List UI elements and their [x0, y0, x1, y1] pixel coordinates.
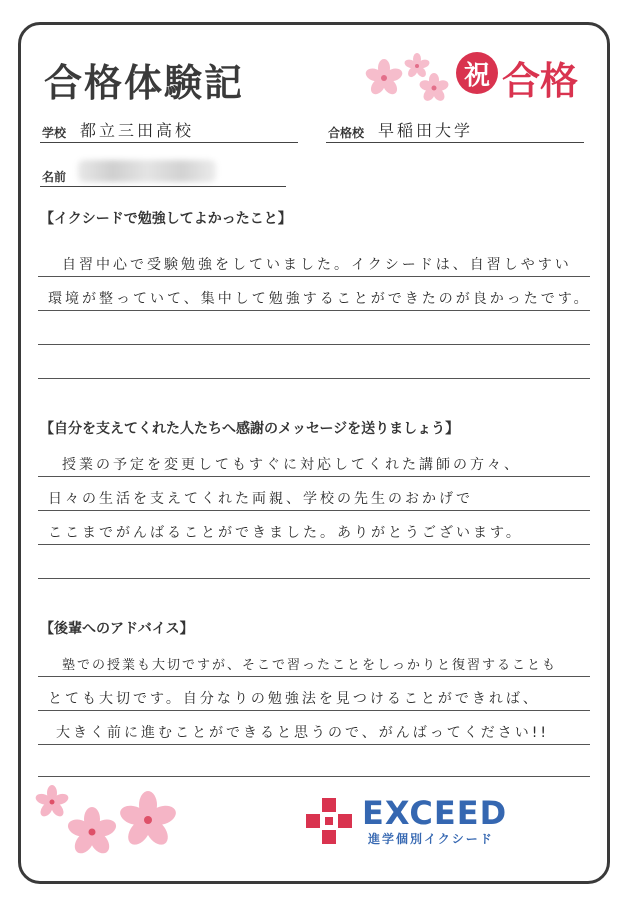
answer-line: 大きく前に進むことができると思うので、がんばってください!! — [56, 725, 549, 741]
ruled-line — [38, 578, 590, 579]
ruled-line — [38, 744, 590, 745]
section-heading-thanks: 【自分を支えてくれた人たちへ感謝のメッセージを送りましょう】 — [40, 421, 460, 437]
answer-line: 授業の予定を変更してもすぐに対応してくれた講師の方々、 — [62, 457, 521, 473]
page-title: 合格体験記 — [44, 61, 245, 105]
passed-school-label: 合格校 — [328, 126, 365, 140]
pass-heading: 合格 — [502, 59, 579, 103]
passed-school-value: 早稲田大学 — [378, 121, 474, 140]
answer-line: 日々の生活を支えてくれた両親、学校の先生のおかげで — [48, 491, 473, 507]
redacted-name — [78, 160, 216, 182]
cross-logo-icon — [304, 796, 356, 848]
ruled-line — [38, 776, 590, 777]
answer-line: 自習中心で受験勉強をしていました。イクシードは、自習しやすい — [62, 257, 572, 273]
ruled-line — [38, 476, 590, 477]
ruled-line — [38, 710, 590, 711]
document-frame — [18, 22, 610, 884]
celebration-badge: 祝 — [456, 52, 498, 94]
passed-school-underline — [326, 142, 584, 143]
school-underline — [40, 142, 298, 143]
ruled-line — [38, 544, 590, 545]
name-label: 名前 — [42, 170, 67, 184]
ruled-line — [38, 344, 590, 345]
answer-line: 塾での授業も大切ですが、そこで習ったことをしっかりと復習することも — [62, 658, 558, 673]
sakura-icon — [30, 780, 180, 860]
logo-wordmark: EXCEED — [362, 794, 508, 832]
section-heading-advice: 【後輩へのアドバイス】 — [40, 621, 194, 637]
answer-line: ここまでがんばることができました。ありがとうございます。 — [48, 525, 523, 541]
school-value: 都立三田高校 — [80, 121, 195, 140]
section-heading-good-points: 【イクシードで勉強してよかったこと】 — [40, 211, 292, 227]
school-label: 学校 — [42, 126, 67, 140]
ruled-line — [38, 676, 590, 677]
ruled-line — [38, 310, 590, 311]
answer-line: 環境が整っていて、集中して勉強することができたのが良かったです。 — [48, 291, 591, 307]
ruled-line — [38, 378, 590, 379]
answer-line: とても大切です。自分なりの勉強法を見つけることができれば、 — [48, 691, 540, 707]
ruled-line — [38, 510, 590, 511]
name-underline — [40, 186, 286, 187]
sakura-icon — [362, 46, 462, 106]
ruled-line — [38, 276, 590, 277]
logo-subtitle: 進学個別イクシード — [368, 832, 494, 846]
